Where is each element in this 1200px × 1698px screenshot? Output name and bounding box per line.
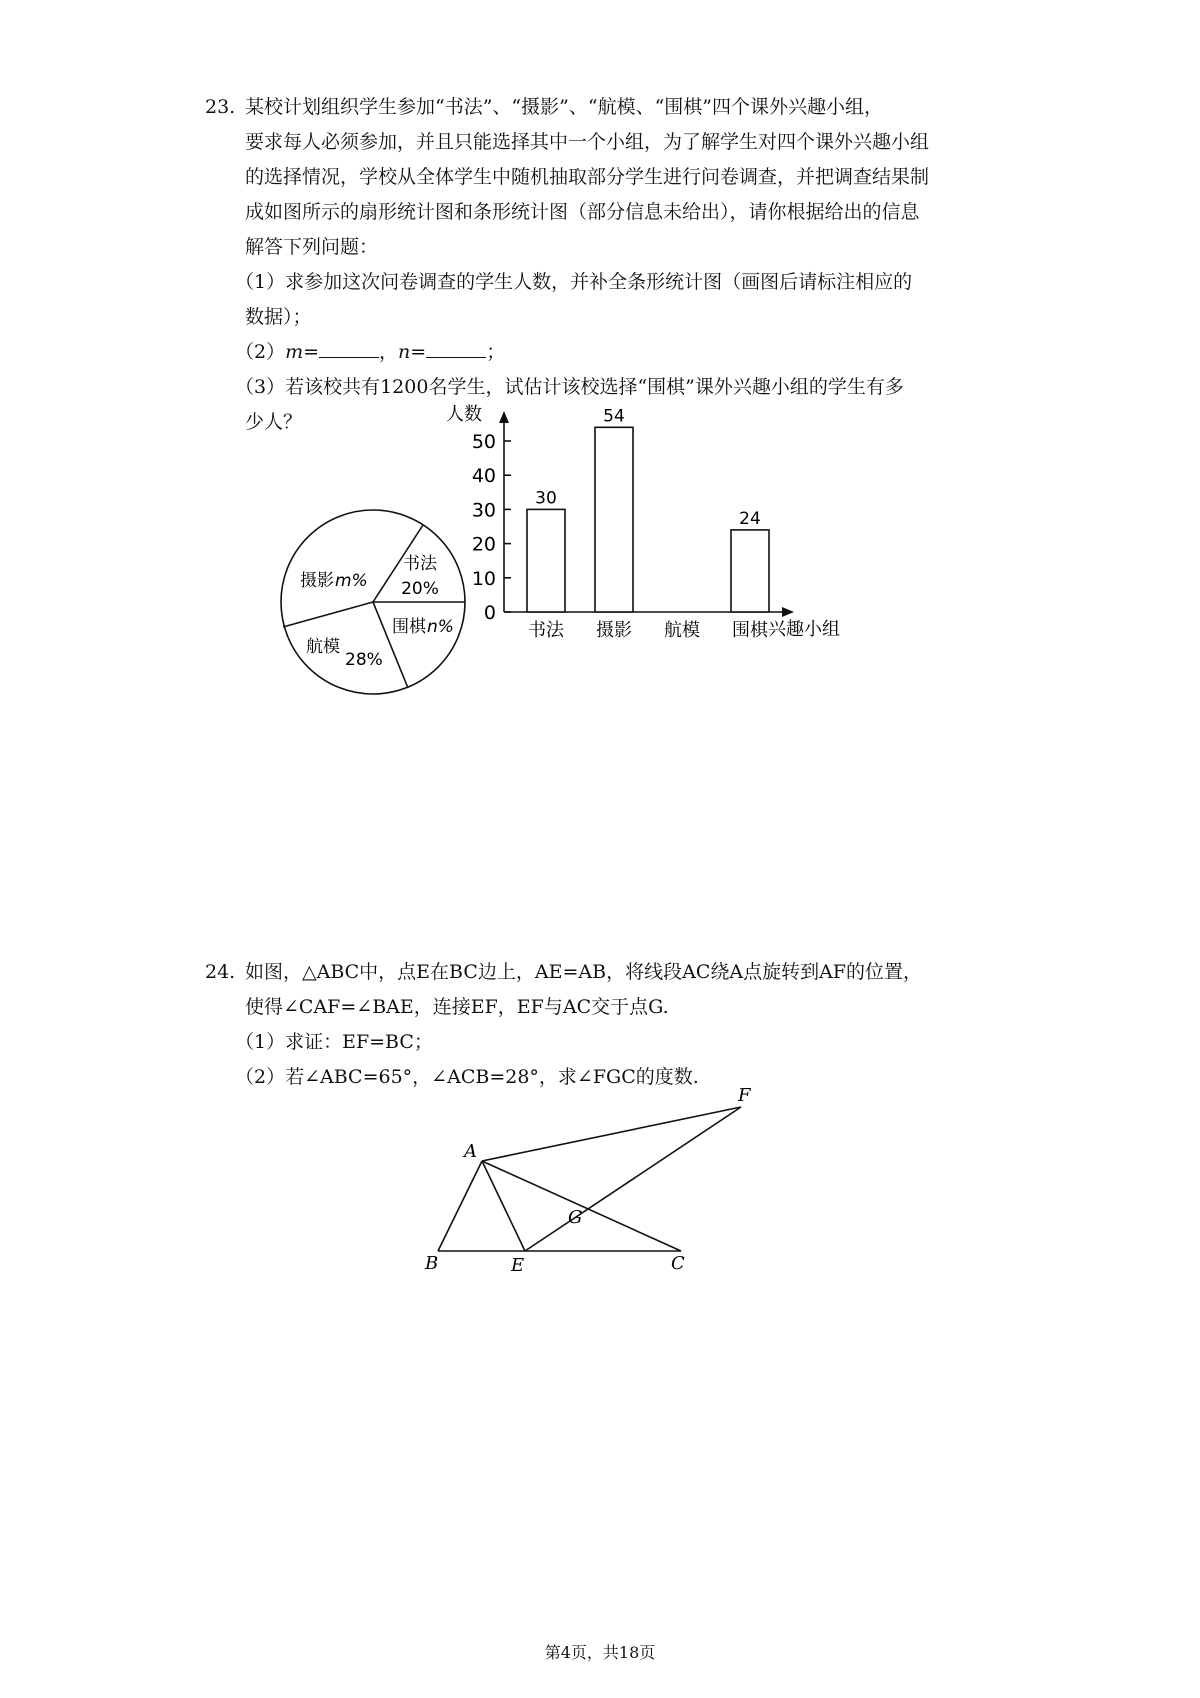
y-tick-label: 30 — [471, 499, 496, 522]
category-label: 围棋 — [732, 620, 768, 641]
pie-value-go: n% — [427, 617, 454, 637]
part-1: （1）求证：EF=BC； — [235, 1031, 433, 1053]
bar-data-label: 54 — [603, 406, 625, 427]
part-3: （3）若该校共有1200名学生，试估计该校选择“围棋”课外兴趣小组的学生有多 — [235, 376, 904, 398]
question-24 — [205, 955, 1015, 1095]
y-tick-label: 10 — [471, 567, 496, 590]
question-23 — [205, 90, 1015, 440]
y-axis-label: 人数 — [446, 404, 482, 425]
part-2 — [205, 335, 1015, 370]
pie-value-photo: m% — [335, 571, 368, 591]
part-2-prefix: （2） — [235, 341, 286, 363]
y-tick-label: 40 — [471, 465, 496, 488]
pie-chart — [281, 510, 465, 694]
point-label-c: C — [671, 1253, 685, 1274]
bar — [731, 530, 769, 612]
x-axis-label: 兴趣小组 — [768, 619, 840, 640]
point-label-e: E — [511, 1255, 525, 1276]
separator: ， — [379, 341, 399, 363]
stem-line: 使得∠CAF=∠BAE，连接EF，EF与AC交于点G. — [245, 996, 669, 1018]
stem-line: 如图，△ABC中，点E在BC边上，AE=AB，将线段AC绕A点旋转到AF的位置， — [245, 961, 922, 983]
stem-line: 解答下列问题： — [245, 236, 379, 258]
pie-label-go: 围棋 — [392, 617, 426, 637]
segment-ac — [482, 1161, 681, 1251]
segment-ab — [438, 1161, 482, 1251]
bar — [527, 509, 565, 612]
question-number: 23. — [205, 96, 236, 118]
pie-label-model: 航模 — [306, 637, 340, 657]
part-3-cont: 少人？ — [245, 411, 303, 433]
category-label: 摄影 — [596, 620, 632, 641]
stem-line: 要求每人必须参加，并且只能选择其中一个小组，为了解学生对四个课外兴趣小组 — [245, 131, 930, 153]
y-tick-label: 0 — [483, 602, 496, 624]
bar-data-label: 30 — [535, 488, 557, 509]
segment-af — [482, 1107, 741, 1161]
pie-divider — [283, 602, 373, 627]
x-axis-arrow — [782, 607, 794, 617]
question-number: 24. — [205, 961, 236, 983]
pie-label-calligraphy: 书法 — [403, 554, 437, 574]
n-blank[interactable] — [426, 339, 486, 358]
question-24-stem — [205, 955, 1015, 1025]
point-label-b: B — [425, 1253, 439, 1274]
page-footer: 第4页，共18页 — [544, 1643, 656, 1662]
pie-value-calligraphy: 20% — [401, 579, 439, 599]
m-blank[interactable] — [319, 339, 379, 358]
bar-chart — [446, 404, 840, 641]
m-label: m= — [285, 341, 320, 363]
bar — [595, 427, 633, 612]
stem-line: 的选择情况，学校从全体学生中随机抽取部分学生进行问卷调查，并把调查结果制 — [245, 166, 930, 188]
segment-ae — [482, 1161, 525, 1251]
part-2-end: ； — [486, 341, 506, 363]
pie-divider — [373, 602, 408, 688]
point-label-g: G — [568, 1207, 583, 1228]
category-label: 书法 — [528, 620, 564, 641]
point-label-a: A — [464, 1141, 477, 1162]
stem-line: 成如图所示的扇形统计图和条形统计图（部分信息未给出），请你根据给出的信息 — [245, 201, 920, 223]
y-tick-label: 20 — [471, 533, 496, 556]
part-2: （2）若∠ABC=65°，∠ACB=28°，求∠FGC的度数. — [235, 1066, 699, 1088]
part-1-cont: 数据）； — [245, 306, 312, 328]
pie-label-photo: 摄影 — [300, 571, 334, 591]
bar-data-label: 24 — [739, 508, 761, 529]
y-tick-label: 50 — [471, 431, 496, 453]
stem-line: 某校计划组织学生参加“书法”、“摄影”、“航模、“围棋”四个课外兴趣小组， — [245, 96, 883, 118]
question-23-stem — [205, 90, 1015, 265]
category-label: 航模 — [664, 620, 700, 641]
triangle-diagram — [425, 1075, 780, 1276]
n-label: n= — [398, 341, 427, 363]
pie-value-model: 28% — [345, 650, 383, 670]
point-label-f: F — [738, 1085, 751, 1106]
part-1: （1）求参加这次问卷调查的学生人数，并补全条形统计图（画图后请标注相应的 — [235, 271, 913, 293]
